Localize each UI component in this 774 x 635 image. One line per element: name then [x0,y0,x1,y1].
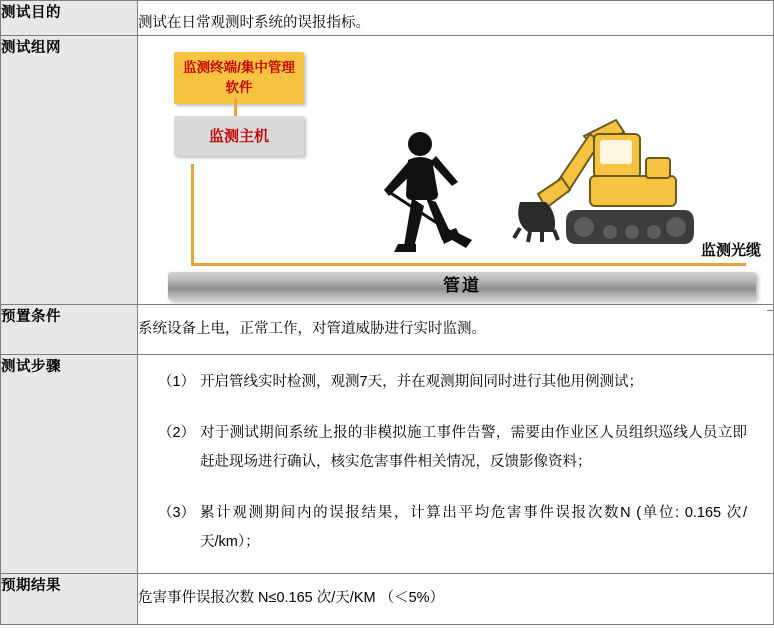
row-value-expected: 危害事件误报次数 N≤0.165 次/天/KM （＜5%） [138,574,774,624]
pipeline-label: 管道 [443,276,481,296]
row-label-expected: 预期结果 [1,574,138,624]
list-item [146,368,763,397]
monitoring-cable-label: 监测光缆 [700,242,761,260]
step-text: 对于测试期间系统上报的非模拟施工事件告警，需要由作业区人员组织巡线人员立即赶赴现场进行确认，核实危害事件相关情况，反馈影像资料； [200,425,747,471]
table-row-steps [1,355,774,574]
row-label-network: 测试组网 [1,36,138,305]
table-row-expected [1,574,774,624]
steps-list [138,355,773,573]
row-value-purpose: 测试在日常观测时系统的误报指标。 [138,1,774,36]
diagram-host-box: 监测主机 [174,116,304,156]
table-row-precondition [1,305,774,355]
table-row-purpose [1,1,774,36]
diagram-terminal-box: 监测终端/集中管理软件 [174,52,304,104]
step-number: （3） [158,505,196,522]
excavator-icon [498,98,698,270]
row-label-steps: 测试步骤 [1,355,138,574]
step-text: 累计观测期间内的误报结果，计算出平均危害事件误报次数N (单位: 0.165 次/天/km）； [200,505,747,551]
row-value-steps [138,355,774,574]
row-label-purpose: 测试目的 [1,1,138,36]
network-diagram [138,36,773,304]
table-row-network [1,36,774,305]
row-value-precondition: 系统设备上电，正常工作，对管道威胁进行实时监测。 [138,305,774,355]
step-text: 开启管线实时检测，观测7天，并在观测期间同时进行其他用例测试； [200,374,644,391]
connector-terminal-to-host [234,98,237,118]
connector-host-to-cable [191,164,194,266]
pipeline-shape [168,272,756,300]
step-number: （1） [158,374,196,391]
page-edge-tick [767,310,774,311]
list-item [146,499,763,557]
row-value-network [138,36,774,305]
row-label-precondition: 预置条件 [1,305,138,355]
list-item [146,419,763,477]
step-number: （2） [158,425,196,442]
worker-digging-icon [368,128,498,268]
